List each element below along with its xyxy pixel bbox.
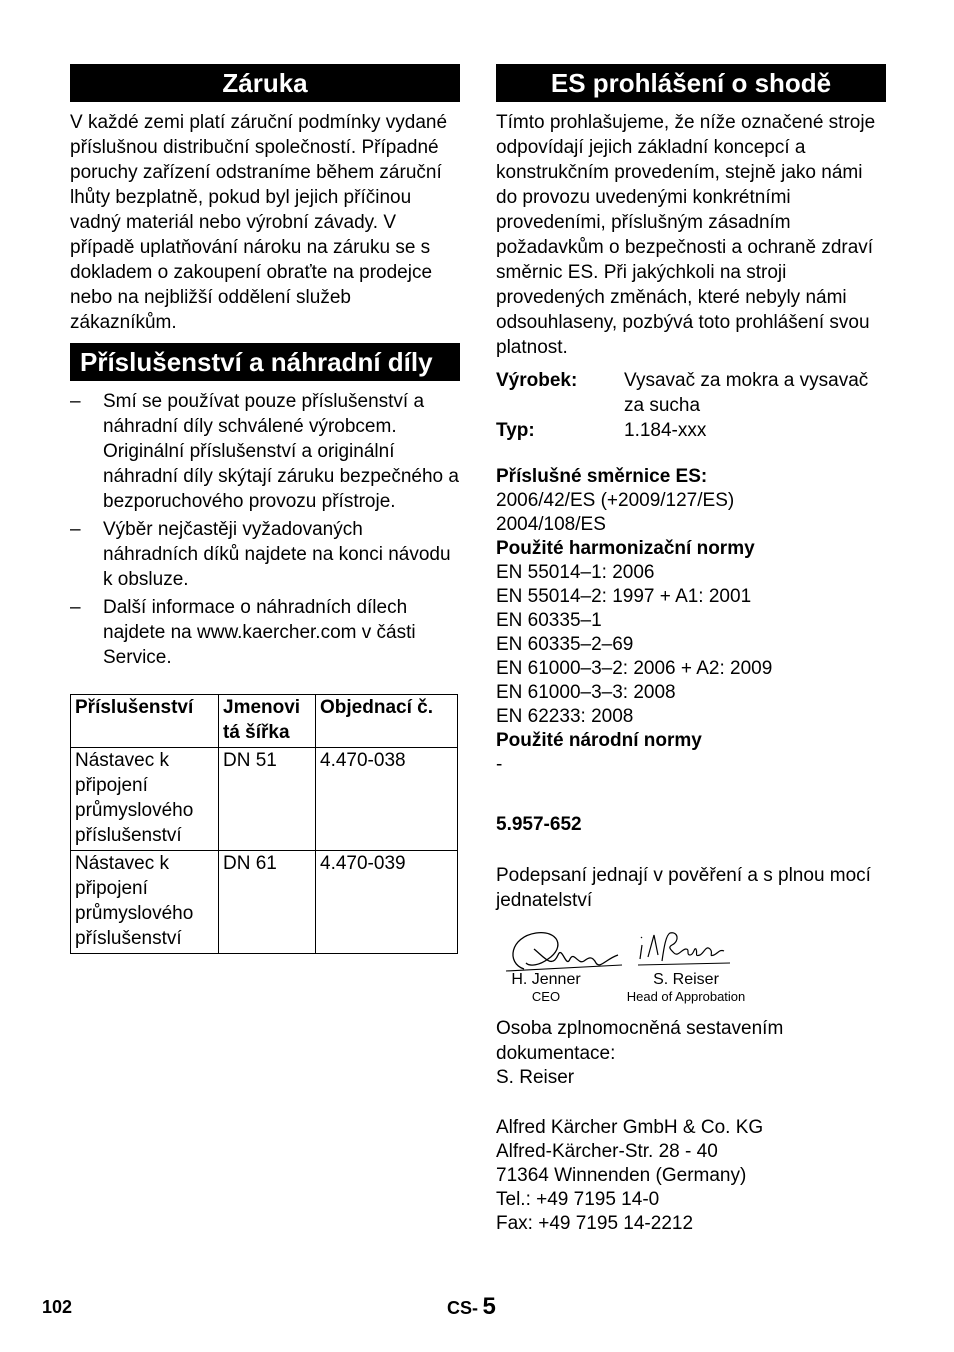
- authorized-name: S. Reiser: [496, 1067, 575, 1088]
- table-header-cell: Jmenovi tá šířka: [219, 695, 316, 748]
- product-info: [496, 368, 886, 443]
- directive-item: 2006/42/ES (+2009/127/ES): [496, 490, 735, 511]
- table-cell: Nástavec k připojení průmyslového příslušenství: [71, 851, 219, 954]
- address-line: Fax: +49 7195 14-2212: [496, 1213, 694, 1234]
- standard-item: EN 61000–3–2: 2006 + A2: 2009: [496, 658, 773, 679]
- signer-role: Head of Approbation: [626, 989, 746, 1004]
- directives-block: [496, 465, 886, 777]
- dash-bullet: –: [70, 391, 81, 412]
- left-column: [70, 64, 460, 954]
- warranty-text: V každé zemi platí záruční podmínky vydané příslušnou distribuční společností. Případné poruchy zařízení odstraníme během záruční lhůty bezplatně, pokud byl jejich příčinou vadný materiál nebo výrobní závady. V případě uplatňování nároku na záruku se s dokladem o zakoupení obraťte na prodejce nebo na nejbližší oddělení služeb zákazníkům.: [70, 112, 448, 333]
- section-footer: [447, 1293, 496, 1321]
- signatories-text: Podepsaní jednají v pověření a s plnou mocí jednatelství: [496, 865, 871, 911]
- type-value: 1.184-xxx: [624, 420, 707, 441]
- page-number: 102: [42, 1297, 73, 1317]
- signer-reiser: [618, 971, 754, 1005]
- standard-item: EN 55014–1: 2006: [496, 562, 655, 583]
- table-cell: 4.470-038: [316, 748, 458, 851]
- accessories-list: [70, 389, 460, 670]
- product-label: Výrobek:: [496, 370, 578, 391]
- address-line: Alfred-Kärcher-Str. 28 - 40: [496, 1141, 718, 1162]
- table-row: [71, 748, 458, 851]
- address-line: 71364 Winnenden (Germany): [496, 1165, 747, 1186]
- signer-name: H. Jenner: [511, 971, 581, 988]
- signer-role: CEO: [531, 989, 561, 1004]
- section-number: 5: [482, 1293, 496, 1320]
- table-cell: DN 61: [219, 851, 316, 954]
- dash-bullet: –: [70, 519, 81, 540]
- language-code: CS-: [447, 1298, 478, 1318]
- directives-title: Příslušné směrnice ES:: [496, 466, 708, 487]
- declaration-heading: ES prohlášení o shodě: [496, 64, 886, 102]
- national-title: Použité národní normy: [496, 730, 702, 751]
- table-cell: 4.470-039: [316, 851, 458, 954]
- harmonized-title: Použité harmonizační normy: [496, 538, 755, 559]
- accessories-table: [70, 694, 458, 954]
- table-header-row: [71, 695, 458, 748]
- standard-item: EN 60335–1: [496, 610, 602, 631]
- national-value: -: [496, 754, 503, 775]
- signature-reiser-image: [634, 927, 744, 977]
- table-header-cell: Příslušenství: [71, 695, 219, 748]
- authorized-label: Osoba zplnomocněná sestavením dokumentace:: [496, 1018, 784, 1064]
- signer-jenner: [496, 971, 596, 1005]
- dash-bullet: –: [70, 597, 81, 618]
- accessories-heading: Příslušenství a náhradní díly: [70, 343, 460, 381]
- table-row: [71, 851, 458, 954]
- address-line: Alfred Kärcher GmbH & Co. KG: [496, 1117, 764, 1138]
- standard-item: EN 62233: 2008: [496, 706, 634, 727]
- signatures: [496, 925, 886, 1010]
- declaration-intro: Tímto prohlašujeme, že níže označené stroje odpovídají jejich základní koncepcí a konstrukčním provedením, stejně jako námi do provozu uvedenými konkrétními provedeními, příslušným zásadním požadavkům o bezpečnosti a ochraně zdraví směrnic ES. Při jakýchkoli na stroji provedených změnách, které nebyly námi odsouhlaseny, pozbývá toto prohlášení svou platnost.: [496, 112, 876, 358]
- product-value: Vysavač za mokra a vysavač za sucha: [624, 370, 869, 416]
- table-cell: Nástavec k připojení průmyslového příslušenství: [71, 748, 219, 851]
- document-number: 5.957-652: [496, 814, 582, 835]
- directive-item: 2004/108/ES: [496, 514, 606, 535]
- product-row: [496, 368, 886, 418]
- address-line: Tel.: +49 7195 14-0: [496, 1189, 660, 1210]
- table-cell: DN 51: [219, 748, 316, 851]
- right-column: [496, 64, 886, 1236]
- standard-item: EN 55014–2: 1997 + A1: 2001: [496, 586, 752, 607]
- company-address: [496, 1116, 886, 1236]
- list-item: – Smí se používat pouze příslušenství a náhradní díly schválené výrobcem. Originální příslušenství a originální náhradní díly skýtají záruku bezpečného a bezporuchového provozu přístroje.: [70, 391, 459, 512]
- table-header-cell: Objednací č.: [316, 695, 458, 748]
- type-row: [496, 418, 886, 443]
- standard-item: EN 61000–3–3: 2008: [496, 682, 676, 703]
- signer-name: S. Reiser: [653, 971, 719, 988]
- list-item: – Výběr nejčastěji vyžadovaných náhradních díků najdete na konci návodu k obsluze.: [70, 519, 451, 590]
- type-label: Typ:: [496, 420, 535, 441]
- standard-item: EN 60335–2–69: [496, 634, 634, 655]
- list-item: – Další informace o náhradních dílech najdete na www.kaercher.com v části Service.: [70, 597, 416, 668]
- warranty-heading: Záruka: [70, 64, 460, 102]
